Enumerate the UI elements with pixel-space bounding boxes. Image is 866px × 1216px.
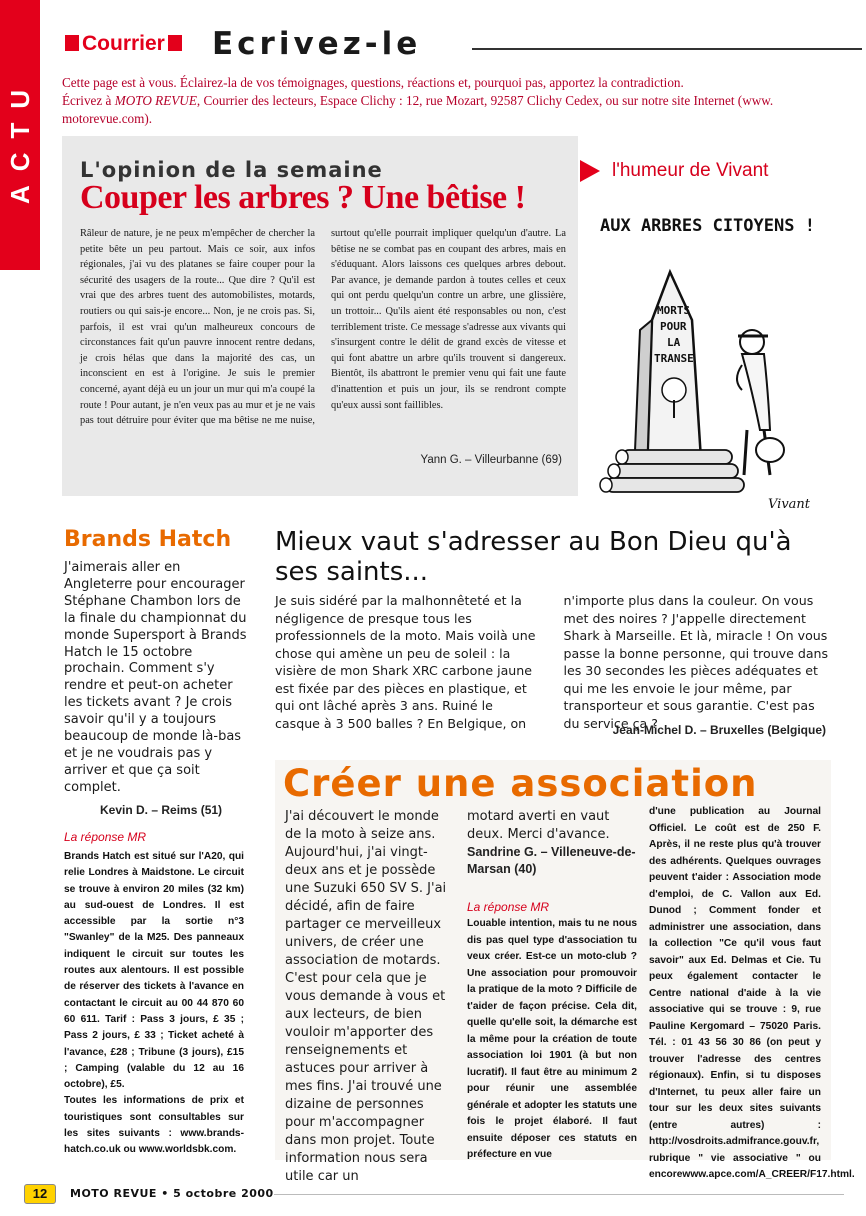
page-number: 12 (24, 1184, 56, 1204)
mieux-vaut-title: Mieux vaut s'adresser au Bon Dieu qu'à ses saints... (275, 527, 792, 587)
brands-hatch-answer (64, 849, 244, 1159)
brands-hatch-reply-label: La réponse MR (64, 830, 147, 844)
mieux-vaut-body (275, 592, 830, 732)
cartoon-artist-signature: Vivant (768, 497, 811, 512)
intro-text (62, 74, 852, 128)
opinion-title: Couper les arbres ? Une bêtise ! (80, 179, 526, 216)
triangle-arrow-icon (580, 160, 600, 182)
square-bullet-icon (65, 35, 79, 51)
intro-magazine: MOTO REVUE (114, 93, 197, 108)
humeur-label: l'humeur de Vivant (612, 160, 769, 181)
monument-line-1: MORTS (657, 304, 691, 317)
monument-line-3: LA (667, 336, 681, 349)
opinion-signature: Yann G. – Villeurbanne (69) (420, 454, 562, 466)
brands-hatch-answer-p1: Brands Hatch est situé sur l'A20, qui relie Londres à Maidstone. Le circuit se trouve à environ 20 miles (32 km) au sud-ouest de Londres. Il est accessible par la sortie n°3 "Swanley" de la M25. Des panneaux indiquent le circuit sur toutes les routes aux alentours. Il est possible de réserver des tickets à l'avance en contactant le circuit au 00 44 870 60 60 611. Tarif : Pass 3 jours, £ 35 ; Pass 2 jours, £ 33 ; Ticket acheté à l'avance, £28 ; Tribune (3 jours), £15 ; Camping (valable du 12 au 16 octobre), £5. (64, 851, 244, 1091)
association-reply-label: La réponse MR (467, 900, 550, 914)
mieux-vaut-text: Je suis sidéré par la malhonnêteté et la négligence de presque tous les professionnels de la moto. Mais voilà une chose qui amène un peu de soleil : la visière de mon Shark XRC carbone jaune est fixée par des pièces en plastique, et qui ont lâché après 3 ans. Ruiné le casque à 3 500 balles ? En Belgique, on n'importe plus dans la couleur. On vous met des noires ? J'appelle directement Shark à Marseille. Et là, miracle ! On vous passe la bonne personne, qui trouve dans les 30 secondes les pièces adéquates et qui me les envoie le jour même, par transporteur et sous garantie. C'est pas du service ça ? (275, 593, 829, 731)
association-question (285, 808, 453, 1186)
monument-line-2: POUR (660, 320, 687, 333)
intro-prefix: Écrivez à (62, 93, 115, 108)
opinion-box (62, 136, 578, 496)
cartoon-drawing (592, 250, 832, 515)
cartoon-illustration (592, 210, 832, 515)
brands-hatch-title: Brands Hatch (64, 527, 232, 552)
rubric-label (62, 32, 185, 56)
brands-hatch-question-text: J'aimerais aller en Angleterre pour encourager Stéphane Chambon lors de la finale du championnat du monde Supersport à Brands Hatch le 15 octobre prochain. Comment s'y rendre et peut-on acheter les tickets avant ? Je crois savoir qu'il y a toujours beaucoup de monde là-bas et je ne voudrais pas y arriver et que ça soit complet. (64, 560, 247, 795)
intro-line-1: Cette page est à vous. Éclairez-la de vos témoignages, questions, réactions et, pourquoi pas, apportez la contradiction. (62, 75, 684, 90)
monument-line-4: TRANSE (654, 352, 694, 365)
opinion-kicker: L'opinion de la semaine (80, 158, 383, 182)
opinion-paragraph: Râleur de nature, je ne peux m'empêcher de chercher la petite bête un peu partout. Mais ce soir, aux infos régionales, j'ai vu des platanes se faire couper pour la sécurité des usagers de la route... Que dire ? Qu'il est vrai que des arbres tuent des automobilistes, motards, routiers ou qui sais-je encore... Non, je ne crois pas. Si, parfois, il est vrai qu'un malheureux concours de circonstances fait qu'un pauvre innocent rentre dedans, je crois hélas que dans la majorité des cas, un inconscient en est à l'origine. Je suis le premier concerné, ayant déjà eu un jour un mur qui m'a coupé la route ! Pour autant, je n'en veux pas au mur et je ne vais pas tout détruire pour éviter que ma bêtise ne me nuise, surtout qu'elle pourrait impliquer quelqu'un d'autre. La bêtise ne se combat pas en coupant des arbres, mais en s'éduquant. Alors laissons ces quelques arbres debout. Par avance, je demande pardon à toutes celles et ceux qui ont perdu quelqu'un contre un arbre, une glissière, un trottoir... Qu'ils aient été responsables ou non, c'est terriblement triste. Ce message s'adresse aux vivants qui s'insurgent contre le délit de grand excès de vitesse et qui font abattre un arbre qu'ils trouvent si dangereux. Bientôt, ils abattront le premier venu qui fait une faute d'inattention et puis un jour, ils se rendront compte qu'eux aussi sont faillibles. (80, 228, 566, 427)
association-question-text: J'ai découvert le monde de la moto à seize ans. Aujourd'hui, j'ai vingt-deux ans et je possède une Suzuki 650 SV S. J'ai décidé, afin de faire partager ce merveilleux univers, de créer une association de motards. C'est pour cela que je vous demande à vous et aux lecteurs, de bien vouloir m'apporter des renseignements et astuces pour arriver à mes fins. J'ai trouvé une dizaine de personnes pour m'accompagner dans mon projet. Toute information nous sera utile car un (285, 809, 447, 1184)
page-header (62, 28, 862, 68)
intro-line-2 (62, 92, 852, 128)
actu-label: ACTU (5, 75, 35, 205)
humeur-header (580, 154, 820, 190)
association-answer-part2: d'une publication au Journal Officiel. Le coût est de 250 F. Après, il ne reste plus qu'à trouver des adhérents. Quelques ouvrages peuvent t'aider : Association mode d'emploi, de C. Vallon aux Ed. Dunod ; Comment fonder et administrer une association, dans la collection "Ce qu'il vous faut savoir" aux Ed. Delmas et Cie. Tu peux également contacter le Centre national d'aide à la vie associative qui se trouve : 9, rue Pauline Kergomard – 75020 Paris. Tél. : 01 43 56 30 86 (on peut y trouver l'adresse des centres régionaux). Enfin, si tu disposes d'Internet, tu peux aller faire un tour sur les deux sites suivants (entre autres) : http://vosdroits.admifrance.gouv.fr, rubrique " vie associative " ou encorewww.apce.com/A_CREER/F17.html. (649, 806, 855, 1180)
opinion-body (80, 226, 566, 429)
brands-hatch-question (64, 560, 250, 797)
association-middle-column (467, 808, 637, 1164)
intro-address: , Courrier des lecteurs, Espace Clichy : 12, rue Mozart, 92587 Clichy Cedex, ou sur notre site Internet (www. motorevue.com). (62, 93, 774, 126)
association-signature: Sandrine G. – Villeneuve-de-Marsan (40) (467, 845, 636, 876)
page-title: Ecrivez-le (212, 26, 422, 62)
association-answer-part1: Louable intention, mais tu ne nous dis pas quel type d'association tu veux créer. Est-ce un moto-club ? Une association pour promouvoir la pratique de la moto ? Difficile de t'aider de façon précise. Cela dit, quelle qu'elle soit, la démarche est la même pour la création de toute association loi 1901 (à but non lucratif). Il faut être au minimum 2 pour réunir une assemblée générale et adopter les statuts une fois le projet élaboré. Il faut ensuite déposer ces statuts en préfecture en vue (467, 918, 637, 1160)
footer-divider (274, 1194, 844, 1195)
page-footer (24, 1184, 844, 1206)
association-title: Créer une association (283, 762, 758, 805)
actu-side-tab (0, 0, 40, 270)
square-bullet-icon (168, 35, 182, 51)
brands-hatch-answer-p2: Toutes les informations de prix et touristiques sont consultables sur les sites suivants : www.brands-hatch.co.uk ou www.worldsbk.com. (64, 1095, 244, 1156)
header-divider (472, 48, 862, 50)
association-box (275, 760, 855, 1184)
cartoon-caption: AUX ARBRES CITOYENS ! (600, 216, 815, 236)
mieux-vaut-signature: Jean-Michel D. – Bruxelles (Belgique) (612, 723, 826, 737)
brands-hatch-signature: Kevin D. – Reims (51) (100, 803, 223, 817)
association-question-end: motard averti en vaut deux. Merci d'avance. (467, 809, 610, 842)
rubric-text: Courrier (82, 32, 165, 55)
footer-magazine: MOTO REVUE • 5 octobre 2000 (70, 1187, 274, 1200)
